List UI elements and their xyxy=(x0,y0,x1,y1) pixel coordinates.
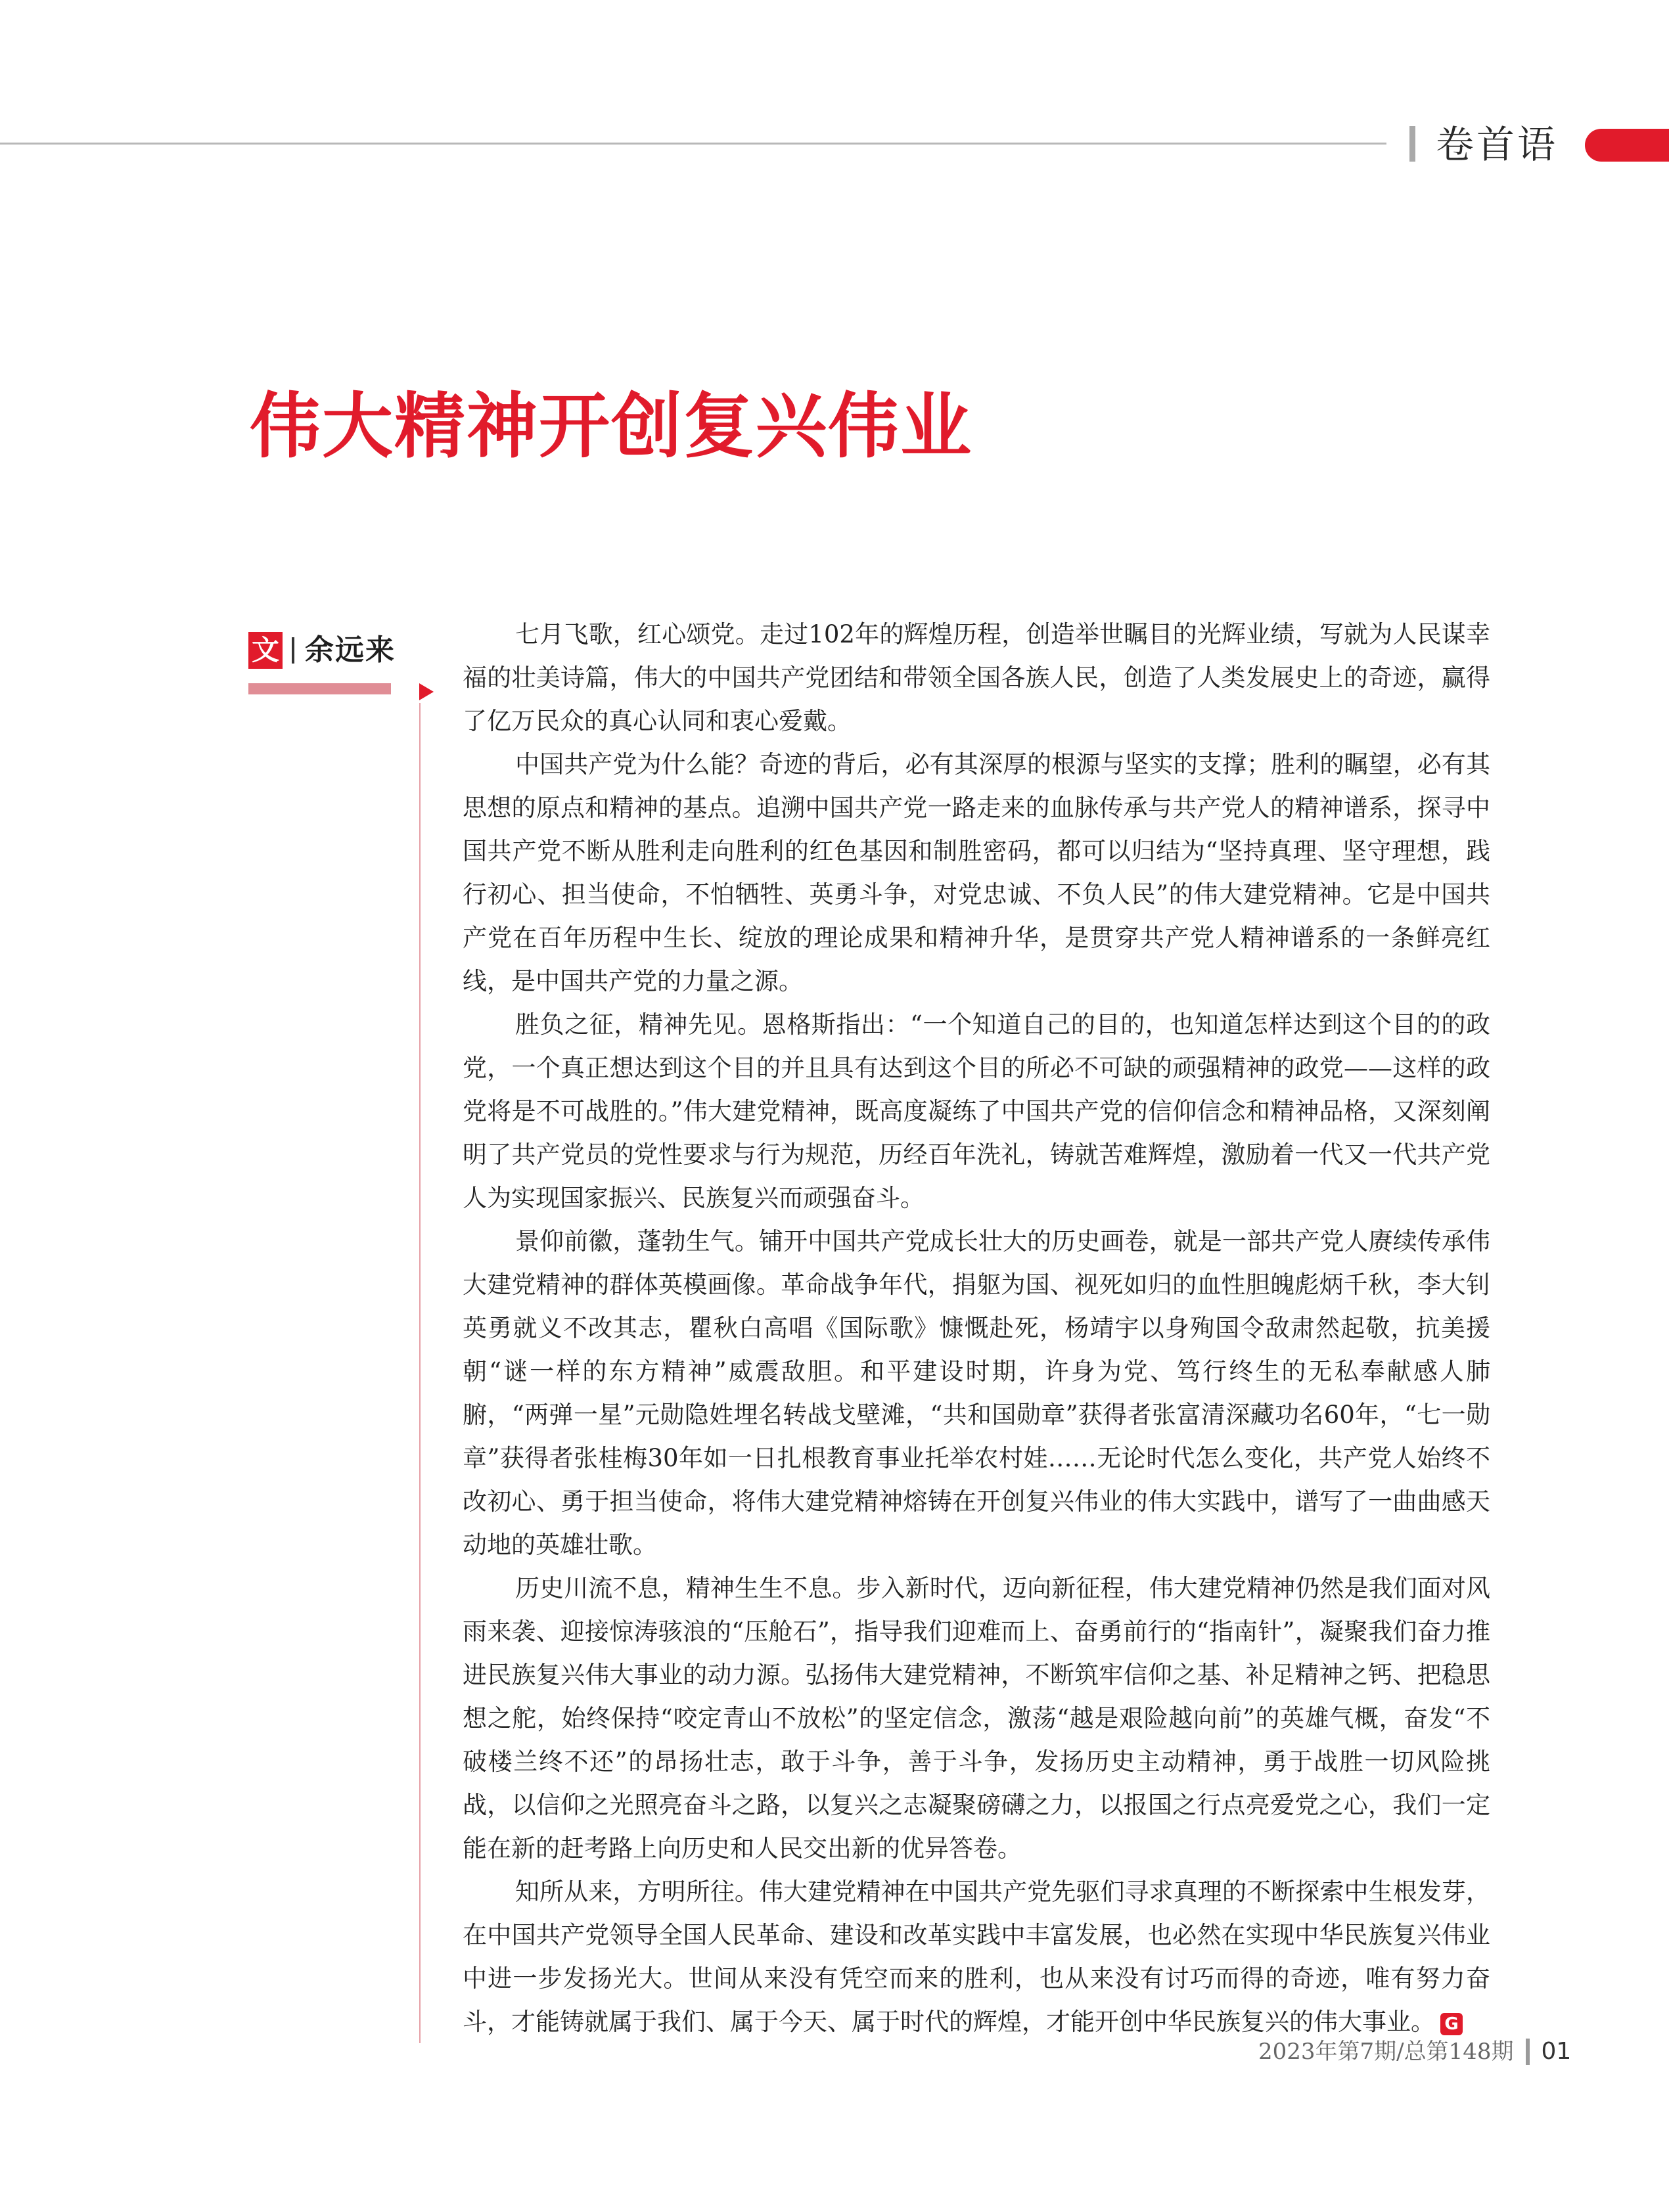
paragraph: 七月飞歌，红心颂党。走过102年的辉煌历程，创造举世瞩目的光辉业绩，写就为人民谋幸福的壮美诗篇，伟大的中国共产党团结和带领全国各族人民，创造了人类发展史上的奇迹，赢得了亿万民众的真心认同和衷心爱戴。 xyxy=(463,620,1490,735)
paragraph: 景仰前徽，蓬勃生气。铺开中国共产党成长壮大的历史画卷，就是一部共产党人赓续传承伟大建党精神的群体英模画像。革命战争年代，捐躯为国、视死如归的血性胆魄彪炳千秋，李大钊英勇就义不改其志，瞿秋白高唱《国际歌》慷慨赴死，杨靖宇以身殉国令敌肃然起敬，抗美援朝“谜一样的东方精神”威震敌胆。和平建设时期，许身为党、笃行终生的无私奉献感人肺腑，“两弹一星”元勋隐姓埋名转战戈壁滩，“共和国勋章”获得者张富清深藏功名60年，“七一勋章”获得者张桂梅30年如一日扎根教育事业托举农村娃……无论时代怎么变化，共产党人始终不改初心、勇于担当使命，将伟大建党精神熔铸在开创复兴伟业的伟大实践中，谱写了一曲曲感天动地的英雄壮歌。 xyxy=(463,1227,1490,1559)
footer-divider xyxy=(1526,2039,1530,2065)
paragraph: 中国共产党为什么能？奇迹的背后，必有其深厚的根源与坚实的支撑；胜利的瞩望，必有其思想的原点和精神的基点。追溯中国共产党一路走来的血脉传承与共产党人的精神谱系，探寻中国共产党不断从胜利走向胜利的红色基因和制胜密码，都可以归结为“坚持真理、坚守理想，践行初心、担当使命，不怕牺牲、英勇斗争，对党忠诚、不负人民”的伟大建党精神。它是中国共产党在百年历程中生长、绽放的理论成果和精神升华，是贯穿共产党人精神谱系的一条鲜亮红线，是中国共产党的力量之源。 xyxy=(463,750,1490,995)
page-number: 01 xyxy=(1541,2038,1572,2065)
paragraph: 胜负之征，精神先见。恩格斯指出：“一个知道自己的目的，也知道怎样达到这个目的的政党，一个真正想达到这个目的并且具有达到这个目的所必不可缺的顽强精神的政党——这样的政党将是不可战胜的。”伟大建党精神，既高度凝练了中国共产党的信仰信念和精神品格，又深刻阐明了共产党员的党性要求与行为规范，历经百年洗礼，铸就苦难辉煌，激励着一代又一代共产党人为实现国家振兴、民族复兴而顽强奋斗。 xyxy=(463,1010,1490,1212)
end-mark-icon: G xyxy=(1440,2013,1463,2035)
header-divider-bar xyxy=(1409,126,1415,162)
paragraph: 历史川流不息，精神生生不息。步入新时代，迈向新征程，伟大建党精神仍然是我们面对风雨来袭、迎接惊涛骇浪的“压舱石”，指导我们迎难而上、奋勇前行的“指南针”，凝聚我们奋力推进民族复兴伟大事业的动力源。弘扬伟大建党精神，不断筑牢信仰之基、补足精神之钙、把稳思想之舵，始终保持“咬定青山不放松”的坚定信念，激荡“越是艰险越向前”的英雄气概，奋发“不破楼兰终不还”的昂扬壮志，敢于斗争，善于斗争，发扬历史主动精神，勇于战胜一切风险挑战，以信仰之光照亮奋斗之路，以复兴之志凝聚磅礴之力，以报国之行点亮爱党之心，我们一定能在新的赶考路上向历史和人民交出新的优异答卷。 xyxy=(463,1574,1490,1862)
page-footer xyxy=(1258,2035,1571,2068)
arrow-marker-icon xyxy=(419,683,434,700)
section-label: 卷首语 xyxy=(1436,122,1559,167)
column-rule xyxy=(419,703,421,2043)
issue-info: 2023年第7期/总第148期 xyxy=(1258,2039,1514,2065)
byline-separator xyxy=(292,637,294,664)
byline-underline xyxy=(248,683,391,694)
header-rule xyxy=(0,143,1386,145)
paragraph-last-text: 知所从来，方明所往。伟大建党精神在中国共产党先驱们寻求真理的不断探索中生根发芽，在中国共产党领导全国人民革命、建设和改革实践中丰富发展，也必然在实现中华民族复兴伟业中进一步发扬光大。世间从来没有凭空而来的胜利，也从来没有讨巧而得的奇迹，唯有努力奋斗，才能铸就属于我们、属于今天、属于时代的辉煌，才能开创中华民族复兴的伟大事业。 xyxy=(463,1878,1490,2036)
byline-tag: 文 xyxy=(248,632,283,669)
header-accent-pill xyxy=(1585,129,1669,162)
paragraph-last xyxy=(463,1870,1490,2044)
article-title: 伟大精神开创复兴伟业 xyxy=(250,386,973,468)
article-body xyxy=(463,613,1490,2044)
byline xyxy=(248,632,396,669)
author-name: 余远来 xyxy=(305,633,396,667)
